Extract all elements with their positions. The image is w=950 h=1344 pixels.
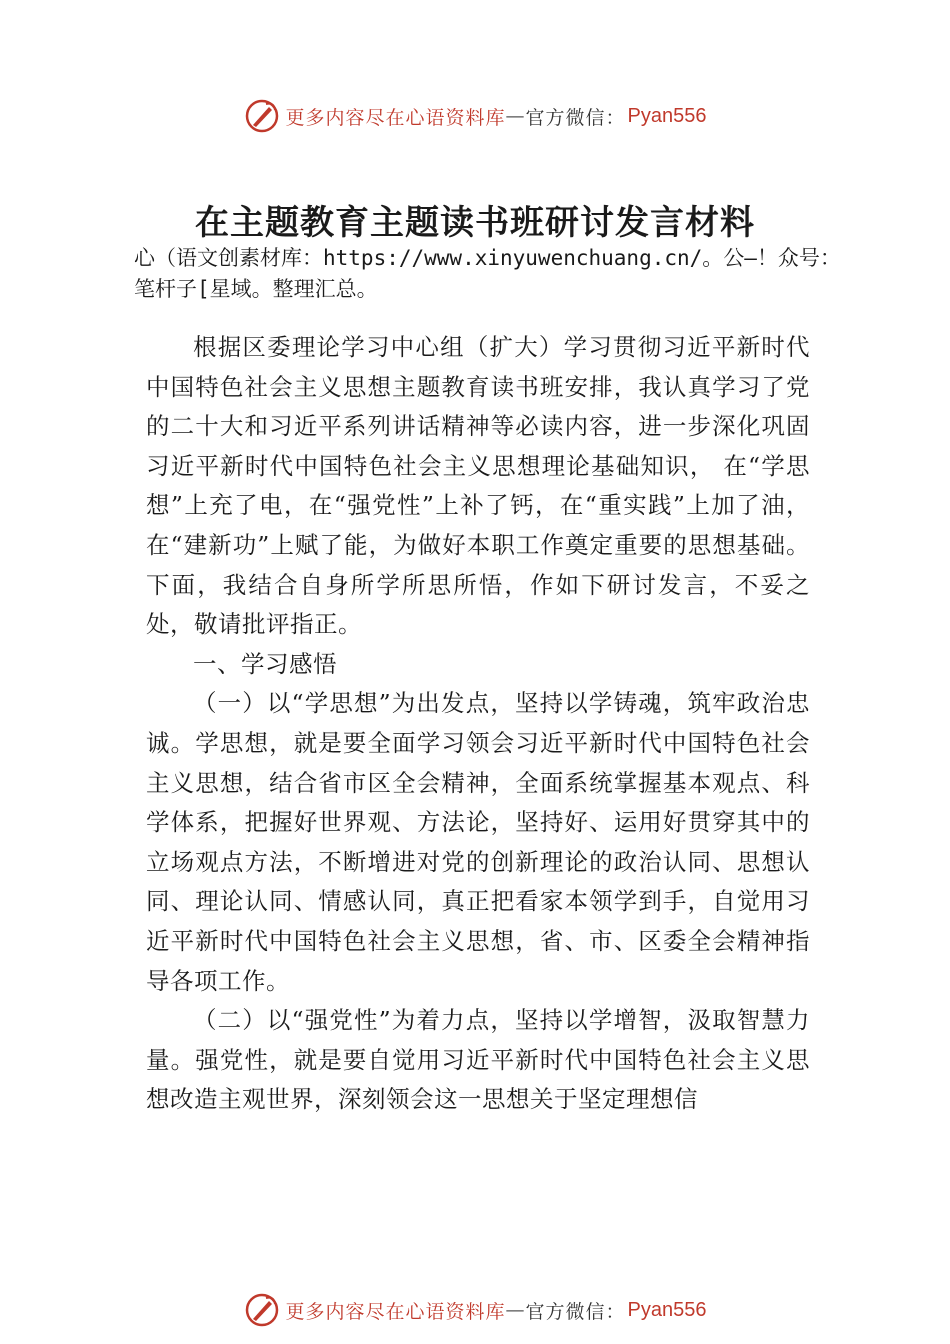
- banner-wechat-label: 官方微信：: [525, 106, 626, 129]
- document-title: 在主题教育主题读书班研讨发言材料: [195, 203, 755, 243]
- paragraph-point-2: （二）以“强党性”为着力点，坚持以学增智，汲取智慧力量。强党性，就是要自觉用习近平新时代中国特色社会主义思想改造主观世界，深刻领会这一思想关于坚定理想信: [146, 1006, 810, 1114]
- banner-lead-text: 更多内容尽在心语资料库: [285, 1300, 506, 1323]
- section-heading: 一、学习感悟: [193, 649, 337, 678]
- quill-pen-logo-icon: [244, 98, 280, 134]
- source-note: 心（语文创素材库：https://www.xinyuwenchuang.cn/。公—！众号：笔杆子[星域。整理汇总。: [134, 246, 841, 301]
- banner-wechat-label: 官方微信：: [525, 1300, 626, 1323]
- paragraph-intro: 根据区委理论学习中心组（扩大）学习贯彻习近平新时代中国特色社会主义思想主题教育读书班安排，我认真学习了党的二十大和习近平系列讲话精神等必读内容，进一步深化巩固习近平新时代中国特色社会主义思想理论基础知识， 在“学思想”上充了电，在“强党性”上补了钙，在“重实践”上加了油，在“建新功”上赋了能，为做好本职工作奠定重要的思想基础。下面，我结合自身所学所思所悟，作如下研讨发言，不妥之处，敬请批评指正。: [146, 333, 810, 639]
- banner-wechat-id: Pyan556: [627, 104, 707, 127]
- quill-pen-logo-icon: [244, 1292, 280, 1328]
- paragraph-point-1: （一）以“学思想”为出发点，坚持以学铸魂，筑牢政治忠诚。学思想，就是要全面学习领会习近平新时代中国特色社会主义思想，结合省市区全会精神，全面系统掌握基本观点、科学体系，把握好世界观、方法论，坚持好、运用好贯穿其中的立场观点方法，不断增进对党的创新理论的政治认同、思想认同、理论认同、情感认同，真正把看家本领学到手，自觉用习近平新时代中国特色社会主义思想，省、市、区委全会精神指导各项工作。: [146, 689, 810, 995]
- banner-dash: —: [505, 1299, 526, 1321]
- banner-dash: —: [505, 105, 526, 127]
- footer-banner: [0, 1290, 950, 1330]
- header-banner: [0, 96, 950, 136]
- banner-wechat-id: Pyan556: [627, 1298, 707, 1321]
- banner-lead-text: 更多内容尽在心语资料库: [285, 106, 506, 129]
- document-body: [146, 328, 810, 1120]
